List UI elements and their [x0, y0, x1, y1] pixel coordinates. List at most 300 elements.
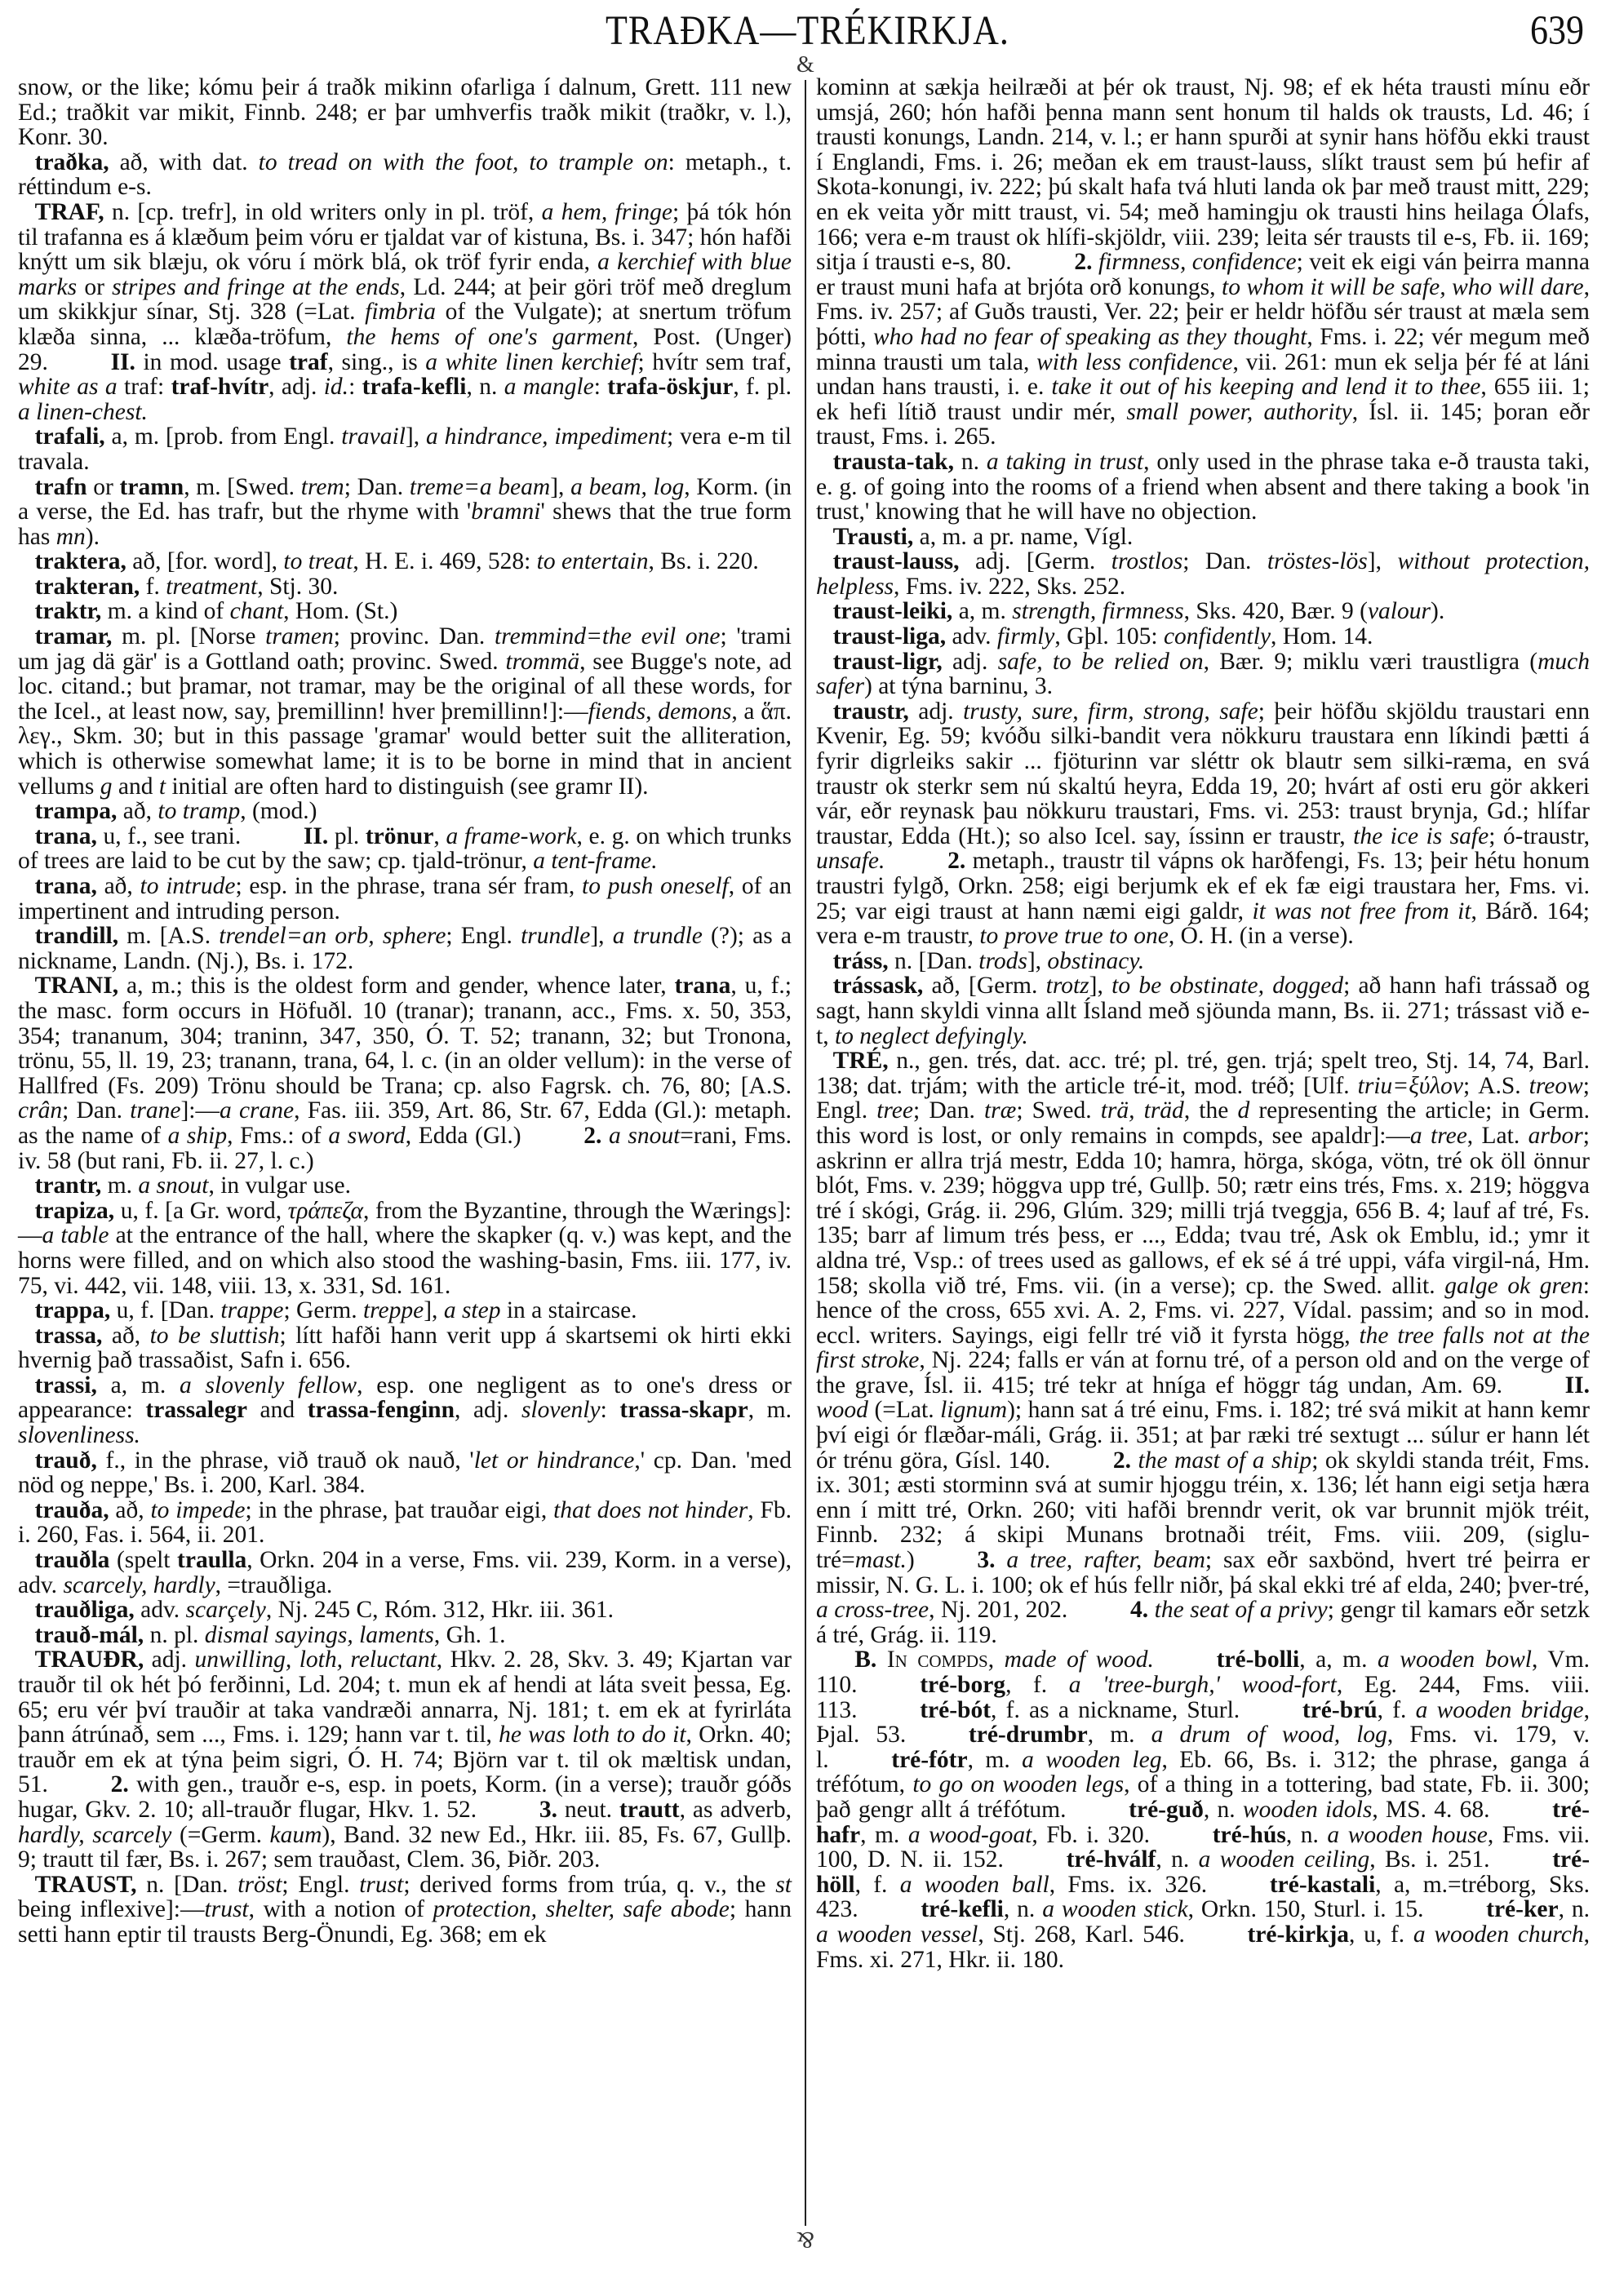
gloss: a slovenly fellow [180, 1372, 357, 1398]
entry-text: , e. g. on which trunks of trees are laid to be cut by the saw; cp. tjald-trönur, [18, 822, 792, 875]
entry-text [601, 1123, 609, 1149]
gloss: trods [978, 947, 1027, 974]
entry-text: , H. E. i. 469, 528: [353, 548, 537, 575]
gloss: g [100, 773, 113, 800]
gloss: take it out of his keeping and lend it to thee [1051, 374, 1481, 401]
dictionary-entry [18, 599, 792, 624]
headword: traust-leiki, [832, 598, 953, 625]
entry-text: and [112, 773, 159, 800]
sense-or-subentry: tré-hús [1212, 1821, 1286, 1848]
entry-text: or [77, 273, 113, 300]
headword: tramar, [34, 623, 113, 650]
headword: trakteran, [34, 573, 140, 600]
headword: trausta-tak, [832, 448, 954, 475]
gloss: to tread on with the foot, to trample on [258, 148, 668, 175]
entry-text: n. [cp. trefr], in old writers only in pl. tröf, [104, 198, 542, 225]
gloss: træ [983, 1097, 1017, 1124]
entry-text: ], [1089, 973, 1112, 1000]
entry-text: ; A.S. [1463, 1072, 1529, 1099]
entry-text: ; þá tók hón til trafanna es á klæðum þeim vóru er tjaldat var of kistuna, Bs. i. 347; hón hafði knýtt um sik blæju, ok vóru í mörk blá, ok tröf fyrir enda, [18, 198, 792, 276]
gloss: hardly, scarcely [18, 1821, 172, 1848]
sense-or-subentry: tré-kastali [1269, 1871, 1376, 1898]
entry-text: in mod. usage [135, 348, 290, 375]
entry-text: ' shews that the true form has [18, 499, 792, 550]
headword: trassalegr [145, 1397, 247, 1424]
headword: TRÉ, [832, 1048, 889, 1075]
entry-text: , Hkv. 2. 28, Skv. 3. 49; Kjartan var trauðr til ok hét þó ferðinni, Ld. 204; t. mun ek af hendi at láta sveit þessa, Eg. 65; eru vér því trauðir at taka vandræði annarra, Nj. 181; t. em ek at fyrirláta þann átrúnað, sem ..., Fms. i. 129; hann var t. til, [18, 1647, 792, 1749]
entry-text: , a ἅπ. λεγ., Skm. 30; but in this passage 'gramar' would better suit the alliteration, which is otherwise somewhat lame; it is to be borne in mind that in ancient vellums [18, 698, 792, 800]
dictionary-entry [18, 1448, 792, 1498]
gloss: to neglect defyingly. [834, 1022, 1028, 1049]
entry-text: m. [101, 1172, 139, 1199]
sense-or-subentry: 2. [1074, 249, 1093, 276]
entry-text: að, with dat. [109, 148, 259, 175]
sense-or-subentry: tré-drumbr [968, 1722, 1088, 1749]
gloss: valour [1367, 598, 1431, 625]
sense-or-subentry: tré-kirkja [1247, 1921, 1350, 1948]
entry-text: ], [1367, 548, 1398, 575]
sense-or-subentry: II. [110, 348, 135, 375]
entry-text: : [600, 1397, 620, 1424]
sense-or-subentry: tré-brú [1302, 1696, 1378, 1723]
gloss: a ship [167, 1122, 228, 1149]
headword: traulla [177, 1547, 247, 1574]
gloss: scarçely [185, 1597, 266, 1624]
divider-ornament-top: & [796, 52, 814, 78]
gloss: made of wood. [1004, 1647, 1154, 1673]
entry-text: : [593, 374, 608, 401]
entry-text: , with a notion of [248, 1896, 433, 1923]
entry-text: ; Dan. [62, 1097, 131, 1124]
entry-text: u, f. [Dan. [110, 1297, 221, 1324]
entry-text: , Bær. 9; miklu væri traustligra ( [1203, 648, 1538, 675]
gloss: a taking in trust [986, 448, 1144, 475]
entry-text: , n. [1156, 1846, 1199, 1873]
entry-text: , Bs. i. 220. [648, 548, 759, 575]
entry-text: ; Germ. [283, 1297, 363, 1324]
entry-text: , f. [854, 1871, 900, 1898]
headword: tráss, [832, 947, 889, 974]
gloss: to be obstinate, dogged [1111, 973, 1344, 1000]
entry-text: f. [140, 573, 166, 600]
dictionary-entry [816, 549, 1590, 599]
gloss: trust [359, 1871, 404, 1898]
headword: trauðliga, [34, 1597, 135, 1624]
entry-text: , n. [1003, 1896, 1043, 1923]
gloss: unsafe. [816, 848, 885, 875]
entry-text: , Fas. iii. 359, Art. 86, Str. 67, Edda (Gl.): metaph. as the name of [18, 1097, 792, 1149]
entry-text: : hence of the cross, 655 xvi. A. 2, Fms. vi. 227, Vídal. passim; and so in mod. eccl. writers. Sayings, eigi fellr tré við it fyrsta högg, [816, 1272, 1590, 1349]
entry-continuation [18, 75, 792, 150]
headword: traf-hvítr [171, 374, 269, 401]
entry-text: ; að hann hafi trássað og sagt, hann skyldi vinna allt Ísland með sjöunda mann, Bs. ii. 271; trássast við e-t, [816, 973, 1591, 1049]
gloss: fiends, demons [588, 698, 732, 725]
gloss: triu=ξύλον [1357, 1072, 1463, 1099]
page-number: 639 [1530, 7, 1584, 54]
entry-text: (=Lat. [867, 1397, 941, 1424]
gloss: a step [443, 1297, 501, 1324]
entry-text: (=Germ. [171, 1821, 270, 1848]
entry-text: , in vulgar use. [208, 1172, 351, 1199]
gloss: to be sluttish [149, 1322, 280, 1349]
entry-text: ; askrinn er allra trjá mestr, Edda 10; hamra, hörga, skóga, vötn, tré ok öll önnur blót, Fms. v. 239; höggva upp tré, Gullþ. 50; rætr eins trés, Fms. x. 219; höggva tré í skógi, Grág. ii. 296, Glúm. 329; milli trjá tveggja, 656 B. 4; lauf af tré, Fs. 135; barr af limum trés þess, er ..., Edda; tvau tré, Ask ok Emblu, id.; ymr it aldna tré, Vsp.: of trees used as gallows, ef ek sé á tré uppi, váfa virgil-ná, Hm. 158; skolla við tré, Fms. vii. (in a verse); cp. the Swed. allit. [816, 1122, 1590, 1299]
gloss: the ice is safe [1353, 822, 1489, 849]
entry-text: traf: [117, 374, 171, 401]
entry-text: , m. [748, 1397, 792, 1424]
entry-text: ; in the phrase, þat trauðar eigi, [245, 1496, 554, 1523]
headword: trappa, [34, 1297, 111, 1324]
entry-text: ; ó-traustr, [1489, 822, 1591, 849]
gloss: trust [204, 1896, 249, 1923]
dictionary-entry [18, 1647, 792, 1872]
entry-text: ; Engl. [816, 1072, 1590, 1124]
entry-text: , Bs. i. 251. [1369, 1846, 1490, 1873]
entry-text: a, m. [952, 598, 1013, 625]
headword: TRAUÐR, [34, 1647, 144, 1673]
entry-text: að, [for. word], [126, 548, 284, 575]
entry-text: , m. [Swed. [184, 473, 301, 500]
entry-text: adj. [144, 1647, 195, 1673]
headword: traf [289, 348, 328, 375]
gloss: a wooden bowl [1378, 1647, 1532, 1673]
entry-text: , Nj. 224; falls er ván at fornu tré, of a person old and on the verge of the grave, Ísl. ii. 415; tré tekr at hníga ef höggr tág undan, Am. 69. [816, 1347, 1590, 1398]
entry-text: ), Band. 32 new Ed., Hkr. iii. 85, Fs. 67, Gullþ. 9; trautt til fær, Bs. i. 267; sem trauðast, Clem. 36, Þiðr. 203. [18, 1821, 792, 1873]
gloss: to prove true to one [979, 923, 1169, 950]
headword: TRAF, [34, 198, 104, 225]
headword: trana, [34, 873, 97, 899]
entry-text: , Fms. vii. 100, D. N. ii. 152. [816, 1821, 1590, 1873]
sense-or-subentry: 2. [583, 1122, 602, 1149]
entry-text: pl. [328, 822, 366, 849]
entry-text: , Hom. 14. [1271, 623, 1373, 650]
dictionary-entry [18, 1173, 792, 1199]
gloss: a wooden leg [1022, 1746, 1162, 1773]
entry-text: ; gengr til kamars eðr setzk á tré, Grág. ii. 119. [816, 1597, 1591, 1648]
gloss: dismal sayings, laments [204, 1621, 434, 1648]
entry-text: being inflexive]:— [18, 1896, 205, 1923]
gloss: treppe [362, 1297, 424, 1324]
entry-text: að, [109, 1496, 151, 1523]
entry-text: , Gh. 1. [433, 1621, 506, 1648]
divider-ornament-bottom: & [796, 2227, 814, 2252]
dictionary-entry [18, 924, 792, 973]
running-head [0, 7, 1615, 55]
gloss: τράπεζα [287, 1197, 364, 1224]
gloss: firmly [996, 623, 1055, 650]
headword: traust-ligr, [832, 648, 943, 675]
headword: trauð-mál, [34, 1621, 144, 1648]
gloss: stripes and fringe at the ends [112, 273, 400, 300]
headword: trafa-kefli [362, 374, 467, 401]
headword: trassa, [34, 1322, 103, 1349]
entry-text: initial are often hard to distinguish (see gramr II). [166, 773, 649, 800]
gloss: a frame-work [446, 822, 577, 849]
dictionary-entry [816, 624, 1590, 649]
entry-text: , Ó. H. (in a verse). [1168, 923, 1354, 950]
dictionary-entry [18, 549, 792, 574]
entry-text: a, m. [96, 1372, 180, 1398]
entry-text: adj. [942, 648, 998, 675]
entry-text: , Hom. (St.) [283, 598, 398, 625]
entry-text: n. pl. [144, 1621, 205, 1648]
gloss: trusty, sure, firm, strong, safe [963, 698, 1258, 725]
gloss: a tent-frame. [533, 848, 658, 875]
entry-text [1092, 249, 1098, 275]
entry-text: neut. [557, 1796, 619, 1823]
entry-text: ; hvítr sem traf, [637, 348, 792, 375]
gloss: tramen [265, 623, 334, 650]
gloss: a tree [1409, 1122, 1467, 1149]
gloss: a wooden church [1413, 1921, 1584, 1948]
dictionary-entry [18, 874, 792, 924]
gloss: without protection, helpless [816, 548, 1591, 600]
entry-text: ; Engl. [282, 1871, 360, 1898]
entry-text: , sing., is [327, 348, 426, 375]
gloss: trem [300, 473, 344, 500]
sense-or-subentry: tré-ker [1486, 1896, 1559, 1923]
entry-text: , from the Byzantine, through the Wærings]:— [18, 1197, 792, 1249]
section-label: In compds [886, 1647, 988, 1673]
gloss: white as a [18, 374, 118, 401]
gloss: treme=a beam [409, 473, 551, 500]
entry-text: ; Dan. [344, 473, 410, 500]
gloss: kaum [269, 1821, 322, 1848]
dictionary-entry [18, 475, 792, 550]
entry-text: ; Dan. [913, 1097, 984, 1124]
gloss: a trundle [612, 923, 703, 950]
entry-text: , Fms. iv. 222, Sks. 252. [894, 573, 1126, 600]
entry-text: , adj. [454, 1397, 521, 1424]
entry-text: , vii. 261: mun ek selja þér fé at láni undan hans trausti, i. e. [816, 348, 1591, 401]
dictionary-entry [816, 450, 1590, 525]
headword: trassi, [34, 1372, 97, 1398]
left-column [18, 75, 792, 1948]
gloss: he was loth to do it [499, 1722, 686, 1749]
headword: trassa-skapr [619, 1397, 748, 1424]
entry-text: ; ok skyldi standa tréit, Fms. ix. 301; æsti storminn svá at sumir hjoggu tréin, x. 136; lét hann eigi setja hæra enn í mitt tré, Orkn. 260; viti hafði brenndr verit, ok var brunnit mjök tréit, Finnb. 232; á skipi Munans brotnaði tréit, Fms. viii. 209, (siglu-tré= [816, 1447, 1590, 1574]
gloss: strength, firmness [1012, 598, 1184, 625]
entry-text [996, 1547, 1007, 1573]
headword: traustr, [832, 698, 909, 725]
gloss: trundle [521, 923, 591, 950]
entry-text: , f. as a nickname, Sturl. [991, 1696, 1240, 1723]
entry-text: at the entrance of the hall, where the skapker (q. v.) was kept, and the horns were filled, and on which also stood the washing-basin, Fms. iii. 177, iv. 75, vi. 442, vii. 148, viii. 13, x. 331, Sd. 161. [18, 1222, 792, 1299]
entry-text: (spelt [109, 1547, 178, 1574]
entry-text: , Fms. iv. 257; af Guðs trausti, Ver. 22; þeir er heldr höfðu sér traust at mæla sem þótti, [816, 273, 1590, 350]
entry-text: , (mod.) [240, 798, 317, 825]
headword: traðka, [34, 148, 109, 175]
headword: trafn [34, 473, 87, 500]
entry-text: , Vm. 110. [816, 1647, 1591, 1698]
entry-text: , Eb. 66, Bs. i. 312; the phrase, ganga á tréfótum, [816, 1746, 1590, 1798]
gloss: treatment [166, 573, 258, 600]
headword: trautt [619, 1796, 680, 1823]
entry-text [1131, 1447, 1138, 1474]
gloss: to whom it will be safe, who will dare [1222, 273, 1584, 300]
headword: trássask, [832, 973, 924, 1000]
dictionary-entry [18, 150, 792, 200]
gloss: a cross-tree [816, 1597, 930, 1624]
entry-text: , Post. (Unger) 29. [18, 323, 792, 375]
dictionary-entry [18, 624, 792, 799]
entry-text: , Fb. i. 320. [1032, 1821, 1151, 1848]
entry-text: , Edda (Gl.) [405, 1122, 521, 1149]
gloss: tree [876, 1097, 913, 1124]
sense-or-subentry: 2. [1112, 1447, 1131, 1474]
entry-text: , Nj. 245 C, Róm. 312, Hkr. iii. 361. [265, 1597, 614, 1624]
sense-or-subentry: tré-bót [920, 1696, 992, 1723]
gloss: a hem, fringe [541, 198, 673, 225]
headword: TRAUST, [34, 1871, 137, 1898]
dictionary-entry [18, 824, 792, 874]
entry-text: , only used in the phrase taka e-ð trausta taki, e. g. of going into the rooms of a friend when absent and there taking a book 'in trust,' knowing that he will have no objection. [816, 448, 1590, 525]
gloss: bramni [471, 499, 541, 525]
entry-text: , Fb. i. 260, Fas. i. 564, ii. 201. [18, 1496, 792, 1549]
entry-text: , m. [1087, 1722, 1151, 1749]
running-title: TRAÐKA—TRÉKIRKJA. [606, 7, 1009, 54]
entry-text: representing the article; in Germ. this word is lost, or only remains in compds, see apaldr]:— [816, 1097, 1591, 1149]
gloss: tröstes-lös [1267, 548, 1368, 575]
gloss: a wooden bridge [1415, 1696, 1584, 1723]
entry-text: adv. [946, 623, 997, 650]
entry-text: n., gen. trés, dat. acc. tré; pl. tré, gen. trjá; spelt treo, Stj. 14, 74, Barl. 138; dat. trjám; with the article tré-it, mod. tréð; [Ulf. [816, 1048, 1590, 1099]
entry-text: with gen., trauðr e-s, esp. in poets, Korm. (in a verse); trauðr góðs hugar, Gkv. 2. 10; all-trauðr flugar, Hkv. 1. 52. [18, 1771, 792, 1823]
dictionary-entry [816, 699, 1590, 949]
dictionary-entry [18, 1623, 792, 1648]
gloss: fimbria [365, 299, 437, 326]
entry-text: ; esp. in the phrase, trana sér fram, [235, 873, 583, 899]
sense-or-subentry: II. [1564, 1372, 1590, 1398]
entry-text: ; vera e-m til travala. [18, 423, 792, 475]
entry-text: ]:— [180, 1097, 220, 1124]
gloss: a wooden house [1327, 1821, 1488, 1848]
gloss: mn [55, 523, 86, 550]
gloss: a kerchief with blue marks [18, 249, 792, 300]
gloss: a wooden ceiling [1198, 1846, 1370, 1873]
headword: trapiza, [34, 1197, 115, 1224]
entry-text: , Sks. 420, Bær. 9 ( [1183, 598, 1368, 625]
sense-or-subentry: tré-kefli [921, 1896, 1004, 1923]
entry-text: a, m.; this is the oldest form and gender, whence later, [118, 973, 675, 1000]
entry-text: , Stj. 268, Karl. 546. [978, 1921, 1185, 1948]
gloss: small power, authority [1126, 398, 1352, 425]
entry-text: , =trauðliga. [215, 1571, 333, 1598]
entry-text: ; hann setti hann eptir til trausts Berg-Önundi, Eg. 368; em ek [18, 1896, 792, 1948]
dictionary-entry [18, 1873, 792, 1948]
entry-text: , Nj. 201, 202. [929, 1597, 1068, 1624]
sense-or-subentry: 2. [947, 848, 966, 875]
entry-text: ], [424, 1297, 444, 1324]
entry-text: : [348, 374, 362, 401]
headword: Trausti, [832, 523, 914, 550]
headword: traktera, [34, 548, 126, 575]
sense-or-subentry: tré-guð [1129, 1796, 1204, 1823]
entry-text: ; Dan. [1182, 548, 1267, 575]
gloss: galge ok gren [1444, 1272, 1583, 1299]
entry-text: ; Engl. [446, 923, 521, 950]
headword: trana, [34, 822, 97, 849]
gloss: a wooden vessel [816, 1921, 978, 1948]
gloss: to push oneself [582, 873, 729, 899]
entry-text: , Lat. [1466, 1122, 1528, 1149]
entry-text: u, f., see trani. [96, 822, 242, 849]
gloss: lignum [940, 1397, 1008, 1424]
entry-text: , Ld. 244; at þeir göri tröf með dreglum um skikkjur sínar, Stj. 328 (=Lat. [18, 273, 792, 326]
entry-text: ; 'trami um jag dä gär' is a Gottland oath; provinc. Swed. [18, 623, 792, 675]
gloss: mast. [854, 1547, 907, 1574]
gloss: a tree, rafter, beam [1006, 1547, 1205, 1574]
gloss: id. [323, 374, 349, 401]
entry-text: metaph., traustr til vápns ok harðfengi, Fs. 13; þeir hétu honum traustri fylgð, Orkn. 258; eigi berjumk ek ef ek fæ eigi traustara her, Fms. vi. 25; var eigi traust at hann næmi eigi galdr, [816, 848, 1590, 924]
dictionary-entry [18, 1298, 792, 1323]
entry-text: , Fms. xi. 271, Hkr. ii. 180. [816, 1921, 1591, 1973]
gloss: firmness, confidence [1098, 249, 1297, 276]
entry-text: a, m. [prob. from Engl. [104, 423, 342, 450]
gloss: to impede [150, 1496, 246, 1523]
entry-text: f., in the phrase, við trauð ok nauð, ' [96, 1447, 474, 1474]
gloss: who had no fear of speaking as they thought [872, 323, 1307, 350]
gloss: trappe [220, 1297, 284, 1324]
gloss: crân [18, 1097, 63, 1124]
gloss: unwilling, loth, reluctant [194, 1647, 437, 1673]
dictionary-entry [18, 574, 792, 600]
dictionary-entry [816, 973, 1590, 1048]
headword: trauð, [34, 1447, 97, 1474]
headword: trafa-öskjur [607, 374, 734, 401]
entry-text: kominn at sækja heilræði at þér ok traust, Nj. 98; ef ek héta trausti mínu eðr umsjá, 260; hón hafði þenna mann sent honum til halds ok trausts, Ld. 46; í trausti konungs, Landn. 214, v. l.; er hann spurði at synir hans höfðu ekki traust í Englandi, Fms. i. 26; meðan ek em traust-lauss, slíkt traust sem þú hefir af Skota-konungi, iv. 222; þú skalt hafa tvá hluti landa ok þar með traust mitt, 229; en ek veita yðr mitt traust, vi. 54; með hamingju ok trausti hins heilaga Ólafs, 166; vera e-m traust ok hlífi-skjöldr, viii. 239; leita sér trausts til e-s, Fb. ii. 169; sitja í trausti e-s, 80. [816, 74, 1590, 276]
entry-text: að, [117, 798, 158, 825]
entry-text: ) [906, 1547, 915, 1574]
entry-text: ; Swed. [1016, 1097, 1101, 1124]
sense-or-subentry: 2. [110, 1771, 129, 1798]
entry-text: ); hann sat á tré einu, Fms. i. 182; tré svá mikit at hann kemr því eigi ór flæðar-máli, Grág. ii. 351; at þar ræki tré sextugt ... súlur er hann lét ór trénu göra, Gísl. 140. [816, 1397, 1590, 1474]
entry-text: adv. [134, 1597, 186, 1624]
gloss: slovenly [521, 1397, 601, 1424]
entry-text: , Orkn. 150, Sturl. i. 15. [1187, 1896, 1424, 1923]
gloss: a 'tree-burgh,' wood-fort [1068, 1672, 1337, 1698]
entry-text: snow, or the like; kómu þeir á traðk mikinn ofarliga í dalnum, Grett. 111 new Ed.; traðkit var mikit, Finnb. 248; er þar umhverfis traðk mikit (traðkr, v. l.), Konr. 30. [18, 74, 792, 151]
entry-text: , f. [1005, 1672, 1069, 1698]
dictionary-entry [816, 599, 1590, 624]
entry-text: að, [96, 873, 140, 899]
entry-text: ; lítt hafði hann verit upp á skartsemi ok hirti ekki hvernig það trassaðist, Safn i. 656. [18, 1322, 792, 1374]
headword: trauða, [34, 1496, 109, 1523]
gloss: to go on wooden legs [912, 1771, 1125, 1798]
gloss: d [1237, 1097, 1250, 1124]
entry-text: , of an impertinent and intruding person. [18, 873, 792, 924]
headword: tramn [119, 473, 184, 500]
entry-text: , esp. one negligent as to one's dress or appearance: [18, 1372, 792, 1424]
entry-text: in a staircase. [500, 1297, 637, 1324]
entry-text [876, 1647, 887, 1673]
headword: TRANI, [34, 973, 119, 1000]
entry-text: , Orkn. 204 in a verse, Fms. vii. 239, Korm. in a verse), adv. [18, 1547, 792, 1598]
headword: trönur [365, 822, 434, 849]
gloss: a beam, log [570, 473, 685, 500]
entry-text: n. [Dan. [888, 947, 979, 974]
entry-text: , Stj. 30. [257, 573, 339, 600]
gloss: st [775, 1871, 792, 1898]
entry-text: of the Vulgate); at snertum tröfum klæða sinna, ... klæða-tröfum, [18, 299, 792, 350]
gloss: to treat [283, 548, 353, 575]
entry-text: að, [102, 1322, 150, 1349]
gloss: to tramp [158, 798, 241, 825]
entry-text: ). [1431, 598, 1445, 625]
headword: traust-lauss, [832, 548, 960, 575]
entry-text: ; þeir höfðu skjöldu traustari enn Kvenir, Eg. 59; kvóðu silki-bandit vera nökkuru traustara enn líkindi þætti á fyrir digrleiks sakir ... fjöturinn var sléttr ok blautr sem silki-ræma, en svá traustr ok sterkr sem nú skaltú heyra, Edda 19, 20; hvárt af osti eru gör akkeri vár, eðr reynask þau nökkuru traustari, Fms. vi. 253: traust brynja, Gd.; hlífar traustar, Edda (Ht.); so also Icel. say, íssinn er traustr, [816, 698, 1590, 849]
dictionary-entry [816, 1048, 1590, 1647]
gloss: tröst [237, 1871, 282, 1898]
